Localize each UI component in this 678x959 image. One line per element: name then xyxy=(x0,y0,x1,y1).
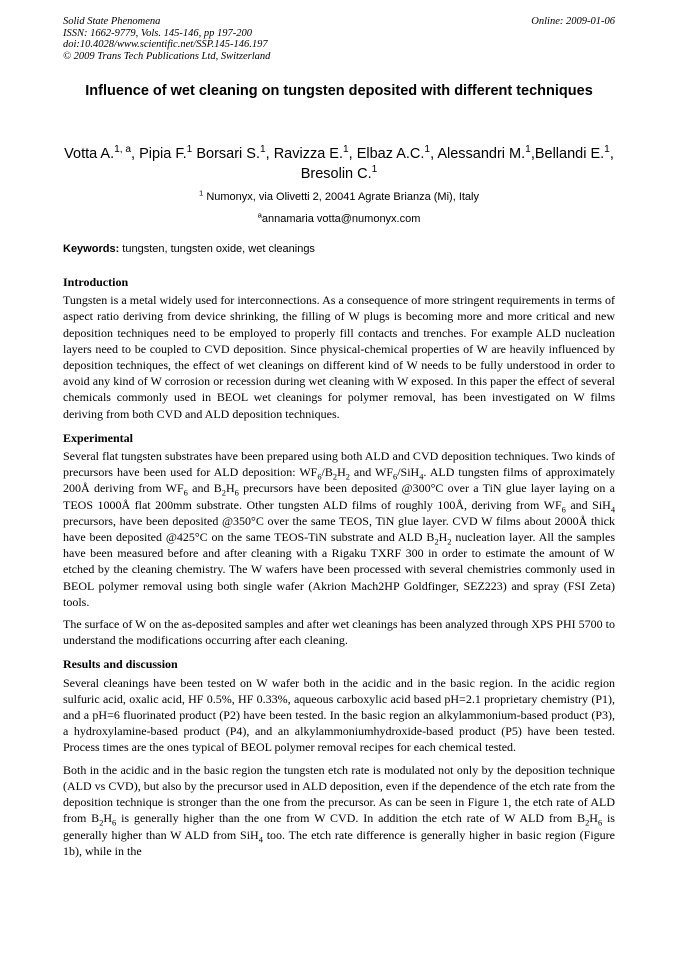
section xyxy=(63,430,615,649)
text-run: H xyxy=(589,811,598,826)
author-name: Votta A. xyxy=(64,146,115,162)
paragraph xyxy=(63,762,615,859)
text-run: and SiH xyxy=(565,497,611,512)
doi-line: doi:10.4028/www.scientific.net/SSP.145-146.197 xyxy=(63,39,268,50)
email-marker: a xyxy=(257,210,262,220)
author-name: Alessandri M. xyxy=(437,146,526,162)
subscript: 6 xyxy=(597,818,603,828)
author-separator: , xyxy=(530,146,535,162)
paragraph xyxy=(63,292,615,422)
author-email xyxy=(63,210,615,226)
text-run: H xyxy=(337,465,346,480)
online-date: Online: 2009-01-06 xyxy=(531,16,615,27)
keywords-text: tungsten, tungsten oxide, wet cleanings xyxy=(119,243,315,255)
author xyxy=(274,146,349,162)
author-separator: , xyxy=(430,146,438,162)
author xyxy=(139,146,192,162)
text-run: Several cleanings have been tested on W wafer both in the acidic and in the basic region. In the acidic region sulfuric acid, oxalic acid, HF 0.5%, HF 0.33%, aqueous carboxylic acid based pH=2.1 proprietary chemistry (P1), and a pH=6 fluorinated product (P2) have been tested. In the basic region an alkylammonium-based product (P3), a hydroxylamine-based product (P4), and an alkylammoniumhydroxide-based product (P5) have been tested. Process times are the ones typical of BEOL polymer removal recipes for each chemical tested. xyxy=(63,675,615,755)
subscript: 2 xyxy=(447,537,452,547)
text-run: H xyxy=(103,811,113,826)
author-affiliation-marker: 1 xyxy=(260,144,266,156)
text-run: H xyxy=(438,530,448,545)
keywords-line xyxy=(63,243,615,256)
text-run: precursors, have been deposited @350°C over the same TEOS, TiN glue layer. CVD W films about 2000Å thick have been deposited @425°C on the same TEOS-TiN substrate and ALD B xyxy=(63,513,615,545)
text-run: /SiH xyxy=(397,465,420,480)
author-affiliation-marker: 1, a xyxy=(114,144,132,156)
text-run: Several flat tungsten substrates have been prepared using both ALD and CVD deposition techniques. Two kinds of precursors have been used for ALD deposition: WF xyxy=(63,449,615,480)
subscript: 4 xyxy=(258,834,263,844)
paragraph xyxy=(63,616,615,648)
subscript: 2 xyxy=(434,537,439,547)
text-run: H xyxy=(225,481,235,496)
author-affiliation-marker: 1 xyxy=(371,163,378,175)
section xyxy=(63,274,615,422)
author xyxy=(196,146,265,162)
subscript: 6 xyxy=(183,488,188,498)
text-run: is generally higher than W ALD from SiH xyxy=(63,811,615,842)
journal-name: Solid State Phenomena xyxy=(63,16,161,27)
subscript: 2 xyxy=(99,818,104,828)
text-run: is generally higher than the one from W CVD. In addition the etch rate of W ALD from B xyxy=(116,811,586,826)
author-name: Pipia F. xyxy=(139,146,187,162)
copyright-line: © 2009 Trans Tech Publications Ltd, Switzerland xyxy=(63,50,271,62)
affiliation-marker: 1 xyxy=(198,188,204,198)
subscript: 2 xyxy=(345,472,350,482)
author-name: Ravizza E. xyxy=(273,146,344,162)
affiliation xyxy=(63,188,615,204)
author-name: Bresolin C. xyxy=(300,165,372,182)
subscript: 2 xyxy=(221,488,226,498)
author-separator: , xyxy=(348,146,357,162)
paragraph xyxy=(63,675,615,756)
author xyxy=(64,146,131,162)
text-run: precursors have been deposited @300°C over a TiN glue layer laying on a TEOS 1000Å flat 200mm substrate. Other tungsten ALD films of roughly 100Å, deriving from WF xyxy=(63,481,615,512)
author-list xyxy=(63,145,615,184)
paragraph xyxy=(63,448,615,610)
author xyxy=(300,163,378,182)
keywords-label: Keywords: xyxy=(63,243,120,255)
author-separator: , xyxy=(265,146,274,162)
text-run: nucleation layer. All the samples have been measured before and after cleaning with a Rigaku TXRF 300 in order to estimate the amount of W etched by the cleaning chemistry. The W wafers have been processed with several chemistries commonly used in BEOL polymer removal using both single wafer (Akrion Mach2HP Goldfinger, SEZ223) and spray (FSI Zeta) tools. xyxy=(63,530,616,609)
subscript: 4 xyxy=(610,505,616,515)
author-name: Borsari S. xyxy=(196,146,260,162)
text-run: Both in the acidic and in the basic region the tungsten etch rate is modulated not only by the deposition technique (ALD vs CVD), but also by the precursor used in ALD deposition, even if the dependence of the etch rate from the deposition technique is stronger than the one from the precursor. As can be seen in Figure 1, the etch rate of ALD from B xyxy=(63,762,615,826)
author-affiliation-marker: 1 xyxy=(186,144,193,156)
text-run: /B xyxy=(321,465,333,480)
subscript: 2 xyxy=(585,818,590,828)
author xyxy=(357,146,430,162)
text-run: too. The etch rate difference is generally higher in basic region (Figure 1b), while in the xyxy=(63,827,615,858)
issn-line: ISSN: 1662-9779, Vols. 145-146, pp 197-200 xyxy=(63,27,252,39)
subscript: 6 xyxy=(317,472,322,482)
section-heading: Experimental xyxy=(63,430,133,445)
journal-header xyxy=(63,16,270,62)
text-run: The surface of W on the as-deposited samples and after wet cleanings has been analyzed through XPS PHI 5700 to understand the modifications occurring after each cleaning. xyxy=(63,617,615,648)
section-heading: Results and discussion xyxy=(63,657,178,672)
subscript: 6 xyxy=(561,505,566,515)
author-affiliation-marker: 1 xyxy=(424,144,431,156)
subscript: 2 xyxy=(332,472,338,482)
author-name: Bellandi E. xyxy=(534,146,605,162)
subscript: 6 xyxy=(393,472,398,482)
paper-body xyxy=(63,274,615,867)
email-text: annamaria votta@numonyx.com xyxy=(261,213,421,225)
author xyxy=(535,146,610,162)
text-run: Tungsten is a metal widely used for interconnections. As a consequence of more stringent requirements in terms of aspect ratio deriving from device shrinking, the filling of W plugs is becoming more and more critical and new deposition techniques need to be employed to properly fill contacts and trenches. For example ALD nucleation layers need to be coupled to CVD deposition. Since physical-chemical properties of W are heavily influenced by deposition techniques, the effect of wet cleanings on different kind of W needs to be fully understood in order to avoid any kind of W corrosion or recession during wet cleaning with W exposed. In this paper the effect of several chemicals commonly used in BEOL wet cleanings for polymer removal, has been investigated on W films deriving from both CVD and ALD deposition techniques. xyxy=(63,293,615,421)
text-run: and B xyxy=(187,481,222,496)
section xyxy=(63,656,615,858)
subscript: 6 xyxy=(112,818,117,828)
subscript: 4 xyxy=(419,472,424,482)
author-separator: , xyxy=(131,146,140,162)
author-affiliation-marker: 1 xyxy=(343,144,349,156)
section-heading: Introduction xyxy=(63,275,129,289)
affiliation-text: Numonyx, via Olivetti 2, 20041 Agrate Brianza (Mi), Italy xyxy=(203,191,479,203)
author-name: Elbaz A.C. xyxy=(356,146,425,162)
author-separator: , xyxy=(609,146,614,162)
text-run: and WF xyxy=(349,465,394,480)
text-run: . ALD tungsten films of approximately 200Å deriving from WF xyxy=(63,465,616,496)
author-affiliation-marker: 1 xyxy=(604,144,610,156)
author-affiliation-marker: 1 xyxy=(525,144,531,156)
subscript: 6 xyxy=(234,488,239,498)
paper-title: Influence of wet cleaning on tungsten deposited with different techniques xyxy=(85,83,593,99)
author xyxy=(437,146,530,162)
